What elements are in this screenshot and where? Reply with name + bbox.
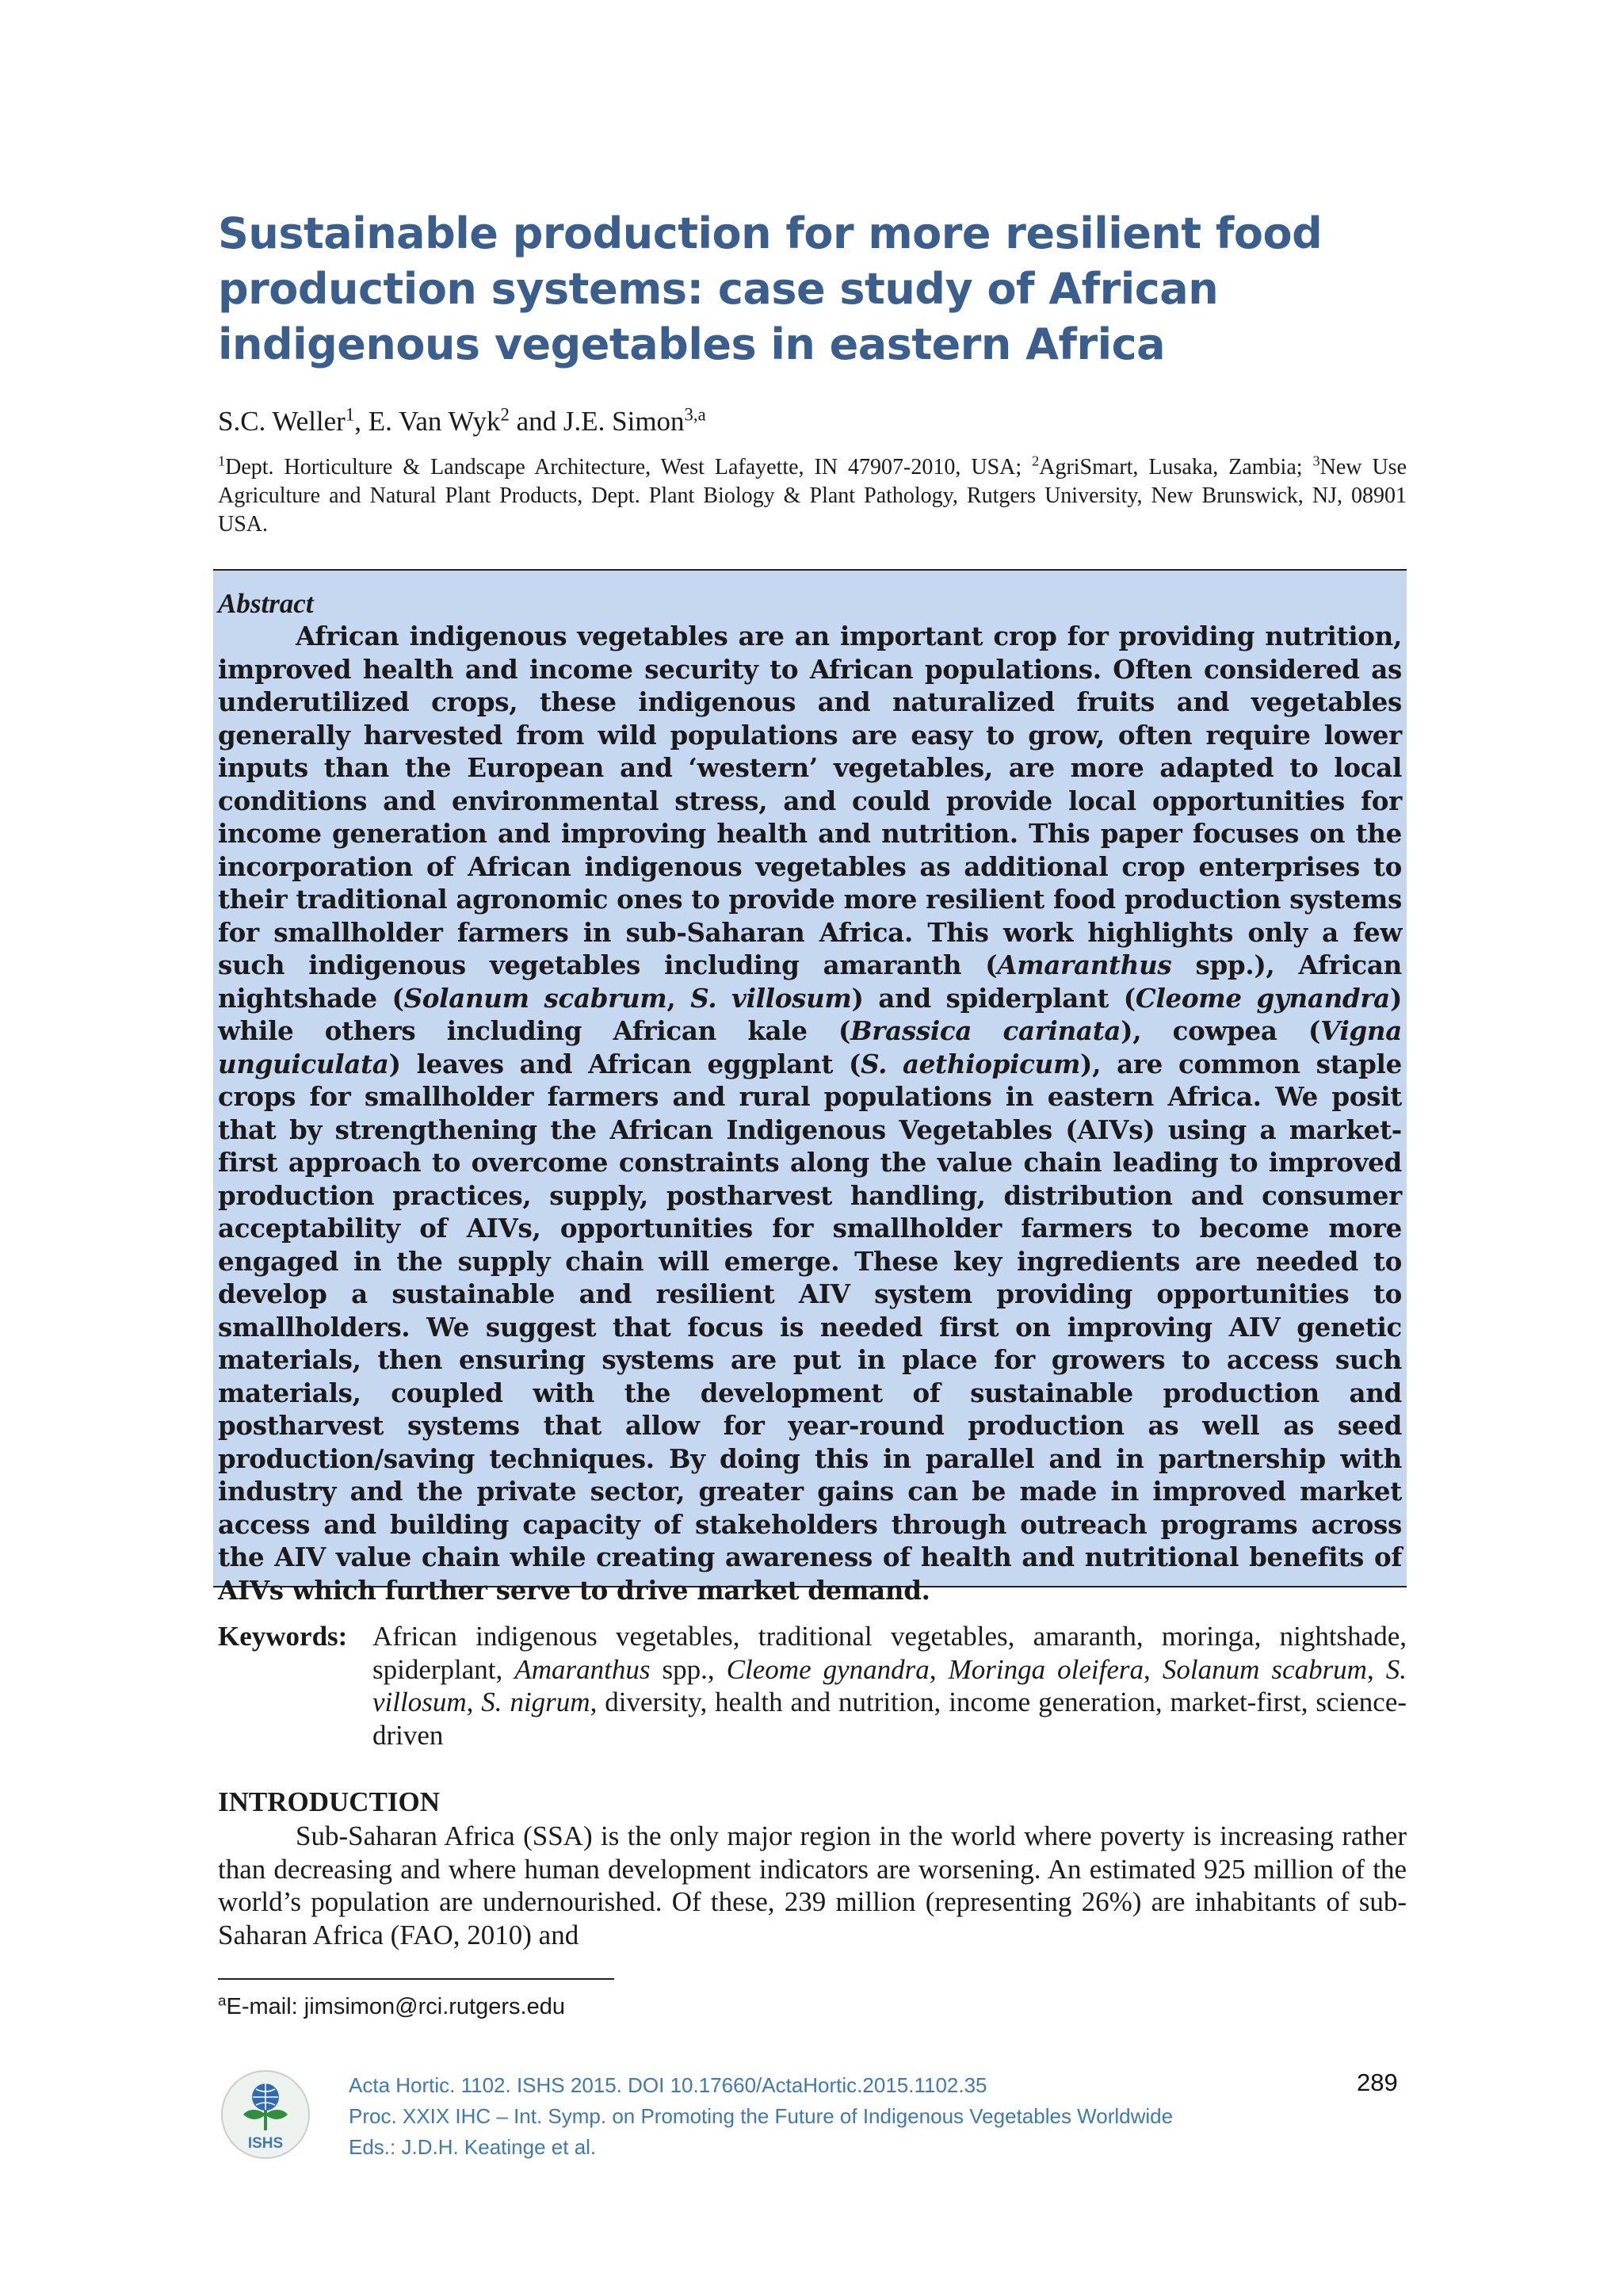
- paper-title: Sustainable production for more resilient food production systems: case study of African indigenous vegetables in eastern Africa: [218, 208, 1323, 369]
- italic-segment: Moringa oleifera: [948, 1653, 1144, 1685]
- author-sup: 1: [345, 404, 355, 425]
- journal-footer: [349, 2070, 1173, 2163]
- author-name: E. Van Wyk: [368, 406, 501, 437]
- text-segment: ,: [1144, 1653, 1163, 1685]
- text-segment: , diversity, health and nutrition, income generation, market-first, science-driven: [372, 1687, 1407, 1751]
- author-sep: and: [509, 406, 563, 437]
- abstract-body: [218, 620, 1402, 1606]
- affiliation-sup: 3: [1312, 453, 1320, 469]
- author-list: [218, 406, 706, 437]
- footer-line-citation: Acta Hortic. 1102. ISHS 2015. DOI 10.17660/ActaHortic.2015.1102.35: [349, 2073, 987, 2097]
- text-segment: ,: [466, 1687, 482, 1717]
- author-name: S.C. Weller: [218, 406, 346, 437]
- italic-segment: Solanum scabrum: [403, 982, 667, 1014]
- section-heading-introduction: INTRODUCTION: [218, 1786, 441, 1817]
- affiliation-text: New Use Agriculture and Natural Plant Products, Dept. Plant Biology & Plant Pathology, Rutgers University, New Brunswick, NJ, 08901 USA.: [218, 455, 1407, 537]
- text-segment: ) while others including African kale (: [218, 982, 1403, 1046]
- author-2: [369, 406, 563, 437]
- text-segment: spp.), African nightshade (: [218, 949, 1402, 1014]
- footnote-marker: a: [218, 1992, 227, 2009]
- author-name: J.E. Simon: [563, 406, 685, 437]
- abstract-box: [213, 569, 1407, 1606]
- affiliation-sup: 1: [218, 453, 226, 469]
- italic-segment: S. aethiopicum: [861, 1048, 1081, 1079]
- page-number: 289: [1357, 2069, 1398, 2096]
- italic-segment: Brassica carinata: [850, 1015, 1121, 1046]
- logo-text: ISHS: [247, 2135, 284, 2152]
- italic-segment: Cleome gynandra: [726, 1653, 930, 1685]
- italic-segment: S. nigrum: [481, 1687, 590, 1717]
- text-segment: ,: [666, 982, 691, 1014]
- affiliation-text: Dept. Horticulture & Landscape Architecture, West Lafayette, IN 47907-2010, USA;: [225, 455, 1033, 479]
- text-segment: spp.,: [650, 1653, 727, 1685]
- ishs-logo-icon: [218, 2069, 313, 2164]
- text-segment: ), cowpea (: [1121, 1015, 1321, 1046]
- author-sep: ,: [354, 406, 369, 437]
- text-segment: ), are common staple crops for smallholder farmers and rural populations in eastern Africa. We posit that by strengthening the African Indigenous Vegetables (AIVs) using a market-first approach to overcome constraints along the value chain leading to improved production practices, supply, postharvest handling, distribution and consumer acceptability of AIVs, opportunities for smallholder farmers to become more engaged in the supply chain will emerge. These key ingredients are needed to develop a sustainable and resilient AIV system providing opportunities to smallholders. We suggest that focus is needed first on improving AIV genetic materials, then ensuring systems are put in place for growers to access such materials, coupled with the development of sustainable production and postharvest systems that allow for year-round production as well as seed production/saving techniques. By doing this in parallel and in partnership with industry and the private sector, greater gains can be made in improved market access and building capacity of stakeholders through outreach programs across the AIV value chain while creating awareness of health and nutritional benefits of AIVs which further serve to drive market demand.: [218, 1048, 1402, 1606]
- footnote-email: E-mail: jimsimon@rci.rutgers.edu: [226, 1994, 565, 2019]
- author-3: [563, 406, 706, 437]
- italic-segment: Solanum scabrum: [1162, 1653, 1367, 1685]
- italic-segment: Amaranthus: [997, 949, 1172, 980]
- affiliation-text: AgriSmart, Lusaka, Zambia;: [1039, 455, 1313, 479]
- introduction-paragraph: Sub-Saharan Africa (SSA) is the only major region in the world where poverty is increasing rather than decreasing and where human development indicators are worsening. An estimated 925 million of the world’s population are undernourished. Of these, 239 million (representing 26%) are inhabitants of sub-Saharan Africa (FAO, 2010) and: [218, 1820, 1407, 1950]
- footer-line-proceedings: Proc. XXIX IHC – Int. Symp. on Promoting the Future of Indigenous Vegetables Worldwide: [349, 2104, 1174, 2128]
- keywords-label: Keywords:: [218, 1621, 348, 1652]
- author-sup: 3,a: [684, 404, 706, 425]
- text-segment: ,: [929, 1653, 949, 1685]
- italic-segment: Vigna unguiculata: [218, 1015, 1402, 1079]
- text-segment: ) and spiderplant (: [851, 982, 1136, 1014]
- author-sup: 2: [500, 404, 510, 425]
- author-1: [218, 406, 369, 437]
- affiliation-sup: 2: [1032, 453, 1040, 469]
- keywords-text: [372, 1620, 1407, 1752]
- italic-segment: Cleome gynandra: [1135, 982, 1390, 1014]
- italic-segment: S. villosum: [690, 982, 852, 1014]
- text-segment: ) leaves and African eggplant (: [388, 1048, 861, 1079]
- footnote-divider: [218, 1978, 614, 1980]
- text-segment: African indigenous vegetables are an important crop for providing nutrition, improved health and income security to African populations. Often considered as underutilized crops, these indigenous and naturalized fruits and vegetables generally harvested from wild populations are easy to grow, often require lower inputs than the European and ‘western’ vegetables, are more adapted to local conditions and environmental stress, and could provide local opportunities for income generation and improving health and nutrition. This paper focuses on the incorporation of African indigenous vegetables as additional crop enterprises to their traditional agronomic ones to provide more resilient food production systems for smallholder farmers in sub-Saharan Africa. This work highlights only a few such indigenous vegetables including amaranth (: [218, 621, 1402, 980]
- footnote: [218, 1994, 565, 2020]
- abstract-heading: Abstract: [218, 588, 314, 619]
- text-segment: African indigenous vegetables, traditional vegetables, amaranth, moringa, nightshade, spiderplant,: [372, 1621, 1407, 1685]
- text-segment: ,: [1366, 1653, 1386, 1685]
- italic-segment: S. villosum: [372, 1653, 1407, 1717]
- affiliations: [218, 453, 1407, 539]
- footer-line-editors: Eds.: J.D.H. Keatinge et al.: [349, 2135, 597, 2159]
- keywords: [218, 1620, 1407, 1752]
- italic-segment: Amaranthus: [514, 1653, 651, 1685]
